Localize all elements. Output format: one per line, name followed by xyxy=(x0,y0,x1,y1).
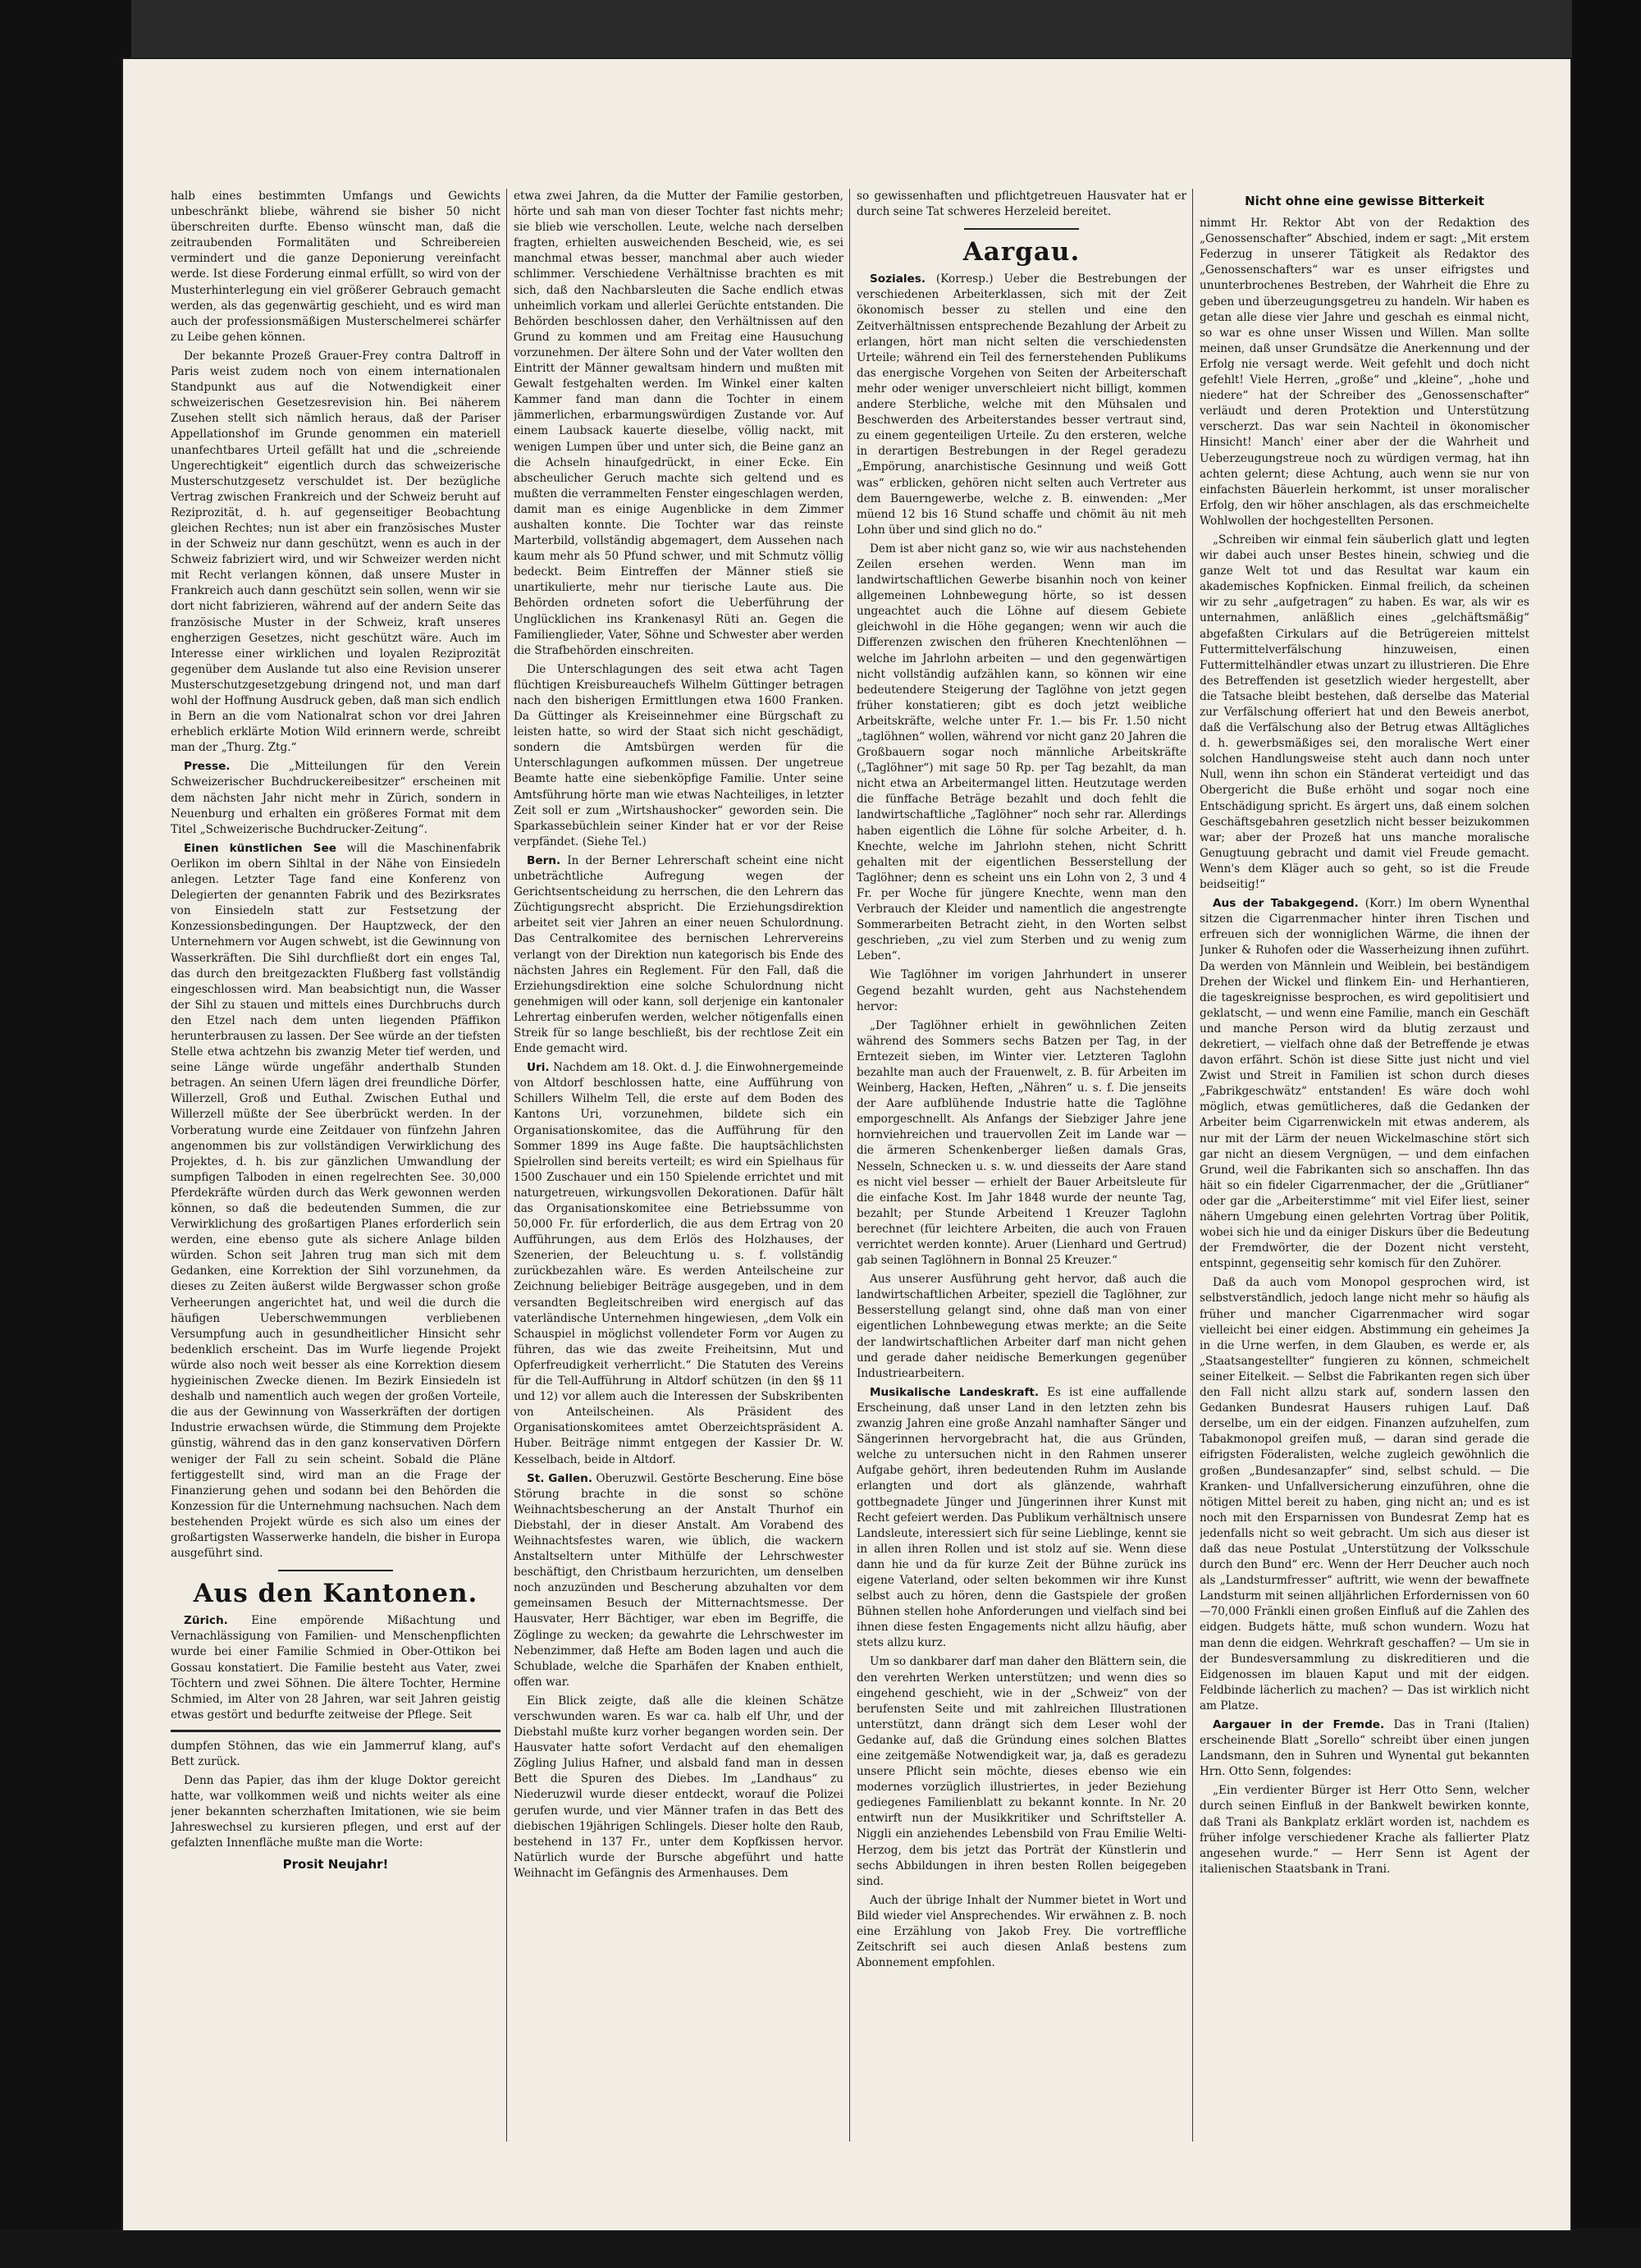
newspaper-page xyxy=(121,57,1572,2232)
paragraph: Die Unterschlagungen des seit etwa acht Tagen flüchtigen Kreisbureauchefs Wilhelm Güttinger betragen nach den bisherigen Ermittlungen etwa 1600 Franken. Da Güttinger als Kreiseinnehmer eine Bürgschaft zu leisten hatte, so wird der Staat sich nicht geschädigt, sondern die Amtsbürgen werden für die Unterschlagungen aufkommen müssen. Der ungetreue Beamte hatte eine siebenköpfige Familie. Unter seine Amtsführung hörte man wie etwas Nachteiliges, in letzter Zeit soll er zum „Wirtshaushocker“ geworden sein. Die Sparkassebüchlein seiner Kinder hat er vor der Reise verpfändet. (Siehe Tel.) xyxy=(514,662,843,848)
paragraph xyxy=(171,841,501,1562)
paragraph: „Schreiben wir einmal fein säuberlich glatt und legten wir dabei auch unser Bestes hinein, schwieg und die ganze Welt tot und das Resultat war kaum ein akademisches Kopfnicken. Einmal freilich, da scheinen wir zu sehr „aufgetragen“ zu haben. Es war, als wir es unternahmen, anläßlich eines „gelchäftsmäßig“ abgefaßten Cirkulars auf die Betrügereien mittelst Futtermittelverfälschung hinzuweisen, einen Futtermittelhändler etwas unzart zu illustrieren. Die Ehre des Betreffenden ist gesetzlich wieder hergestellt, aber die Tatsache bleibt bestehen, daß derselbe das Material zur Verfälschung offeriert hat und den Beweis anerbot, daß die Verfälschung also der Betrug etwas Alltägliches d. h. gewerbsmäßiges sei, den moralische Wert einer solchen Handlungsweise steht auch dann noch unter Null, wenn ihn schon ein Ständerat verteidigt und das Obergericht die Buße erhöht und sogar noch eine Entschädigung spricht. Es ärgert uns, daß einem solchen Geschäftsgebahren gesetzlich nicht besser beizukommen war; aber der Prozeß hat uns manche moralische Genugtuung gebracht und damit viel Freude gemacht. Wenn's dem Kläger auch so geht, so ist die Freude beidseitig!“ xyxy=(1200,533,1529,892)
scan-border-right xyxy=(1572,0,1641,2268)
paragraph xyxy=(1200,1717,1529,1780)
column-2 xyxy=(514,189,843,2158)
paragraph: Auch der übrige Inhalt der Nummer bietet in Wort und Bild wieder viel Ansprechendes. Wir erwähnen z. B. noch eine Erzählung von Jakob Frey. Die vortreffliche Zeitschrift sei auch diesen Anlaß bestens zum Abonnement empfohlen. xyxy=(857,1893,1186,1970)
quote-paragraph: „Ein verdienter Bürger ist Herr Otto Senn, welcher durch seinen Einfluß in der Bankwelt bewirken konnte, daß Trani als Bankplatz erklärt worden ist, nachdem es früher infolge verschiedener Krache als fallierter Platz angesehen wurde.“ — Herr Senn ist Agent der italienischen Staatsbank in Trani. xyxy=(1200,1784,1529,1876)
article-text: will die Maschinenfabrik Oerlikon im obern Sihltal in der Nähe von Einsiedeln anlegen. Letzter Tage fand eine Konferenz von Delegierten der genannten Fabrik und des Bezirksrates von Einsiedeln statt zur Festsetzung der Konzessionsbedingungen. Der Hauptzweck, der den Unternehmern vor Augen schwebt, ist die Gewinnung von Wasserkräften. Die Sihl durchfließt dort ein enges Tal, das durch den breitgezackten Flußberg fast vollständig eingeschlossen wird. Man beabsichtigt nun, die Wasser der Sihl zu stauen und mittels eines Durchbruchs durch den Etzel nach dem unten liegenden Pfäffikon herunterbrausen zu lassen. Der See würde an der tiefsten Stelle etwa achtzehn bis zwanzig Meter tief werden, und seine Länge würde ungefähr anderthalb Stunden betragen. An seinen Ufern lägen drei freundliche Dörfer, Willerzell, Groß und Euthal. Zwischen Euthal und Willerzell müßte der See überbrückt werden. In der Vorberatung wurde eine Zeitdauer von fünfzehn Jahren angenommen bis zur vollständigen Verwirklichung des Projektes, d. h. bis zur gänzlichen Umwandlung der sumpfigen Talboden in einen regelrechten See. 30,000 Pferdekräfte würden durch das Werk gewonnen werden können, so daß die bedeutenden Summen, die zur Verwirklichung des großartigen Planes erforderlich sein werden, eine ebenso gute als sichere Anlage bilden würden. Schon seit Jahren trug man sich mit dem Gedanken, eine Korrektion der Sihl vorzunehmen, da dieses zu Zeiten äußerst wilde Bergwasser schon große Verheerungen angerichtet hat, und weil die durch die häufigen Ueberschwemmungen verbliebenen Versumpfung auch in gesundheitlicher Hinsicht sehr bedenklich erscheint. Das im Wurfe liegende Projekt würde also noch weit besser als eine Korrektion diesem hygieinischen Zwecke dienen. Im Bezirk Einsiedeln ist deshalb und namentlich auch wegen der großen Vorteile, die aus der Gewinnung von Wasserkräften der dortigen Industrie erwachsen würde, die Stimmung dem Projekte günstig, während das in den ganz konservativen Dörfern weniger der Fall zu sein scheint. Sobald die Pläne fertiggestellt sind, wird man an die Frage der Finanzierung gehen und sodann bei den Behörden die Konzession für die Unternehmung nachsuchen. Nach dem bestehenden Projekt würde es sich also um eines der großartigsten Wasserwerke handeln, die bisher in Europa ausgeführt sind. xyxy=(171,841,501,1561)
section-title: Aus den Kantonen. xyxy=(193,1579,478,1609)
feuilleton-closing: Prosit Neujahr! xyxy=(282,1856,389,1872)
scan-border-top xyxy=(0,0,1641,57)
article-lead: Aus der Tabakgegend. xyxy=(1213,897,1359,911)
article-text: Oberuzwil. Gestörte Bescherung. Eine böse Störung brachte in die sonst so schöne Weihnachtsbescherung an der Anstalt Thurhof ein Diebstahl, der in dieser Anstalt. Am Vorabend des Weihnachtsfestes waren, wie üblich, die wackern Anstaltseltern unter Mithülfe der Lehrschwester beschäftigt, den Christbaum herzurichten, um denselben noch anzuzünden und Bescherung abzuhalten vor dem gemeinsamen Besuch der Mitternachtsmesse. Der Hausvater, Herr Bächtiger, war eben im Begriffe, die Zöglinge zu wecken; da gewahrte die Lehrschwester im Nebenzimmer, daß Hefte am Boden lagen und auch die Schublade, welche die Sparhäfen der Knaben enthielt, offen war. xyxy=(514,1471,843,1689)
article-lead: Uri. xyxy=(527,1061,550,1075)
article-lead: Aargauer in der Fremde. xyxy=(1213,1718,1385,1731)
article-lead: Musikalische Landeskraft. xyxy=(870,1385,1040,1399)
paragraph: nimmt Hr. Rektor Abt von der Redaktion des „Genossenschafter“ Abschied, indem er sagt: „Mit erstem Federzug in unserer Tätigkeit als Redaktor des „Genossenschafters“ war es unser eifrigstes und ununterbrochenes Bestreben, der Wahrheit die Ehre zu geben und überzeugungsgetreu zu handeln. Wir haben es getan alle diese vier Jahre und geschah es einmal nicht, so war es ohne unser Wissen und Willen. Man sollte meinen, daß unser Grundsätze die Anerkennung und der Erfolg nie versagt werde. Weit gefehlt und doch nicht gefehlt! Viele Herren, „große“ und „kleine“, „hohe und niedere“ hat der Schreiber des „Genossenschafter“ verläudt und deren Protektion und Unterstützung verscherzt. Das war sein Nachteil in ökonomischer Hinsicht! Manch' einer aber der die Wahrheit und Ueberzeugungstreue noch zu würdigen vermag, hat ihn achten gelernt; diese Achtung, auch wenn sie nur von einfachsten Bäuerlein herkommt, ist unser moralischer Erfolg, den wir höher anschlagen, als das erschmeichelte Wohlwollen der hochgestellten Personen. xyxy=(1200,217,1529,528)
article-lead: Presse. xyxy=(184,760,231,774)
paragraph xyxy=(857,272,1186,538)
article-lead: Einen künstlichen See xyxy=(184,841,336,855)
article-text: Eine empörende Mißachtung und Vernachlässigung von Familien- und Menschenpflichten wurde bei einer Familie Schmied in Ober-Ottikon bei Gossau konstatiert. Die Familie besteht aus Vater, zwei Töchtern und zwei Söhnen. Die ältere Tochter, Hermine Schmied, im Alter von 28 Jahren, war seit Jahren geistig etwas gestört und bedurfte zeitweise der Pflege. Seit xyxy=(171,1614,501,1722)
article-text: Es ist eine auffallende Erscheinung, daß unser Land in den letzten zehn bis zwanzig Jahren eine große Anzahl namhafter Sänger und Sängerinnen hervorgebracht hat, die aus Gründen, welche zu untersuchen nicht in den Rahmen unserer Aufgabe gehört, ihren bedeutenden Ruhm im Auslande erlangten und dort als glänzende, wahrhaft gottbegnadete Jünger und Jüngerinnen ihrer Kunst mit Recht gefeiert werden. Das Publikum verhältnisch unsere Landsleute, interessiert sich für seine Lieblinge, kennt sie in allen ihren Rollen und ist stolz auf sie. Wenn diese dann hie und da für kurze Zeit der Bühne zurück ins eigene Vaterland, oder selten bekommen wir ihre Kunst selbst auch zu hören, denn die Gastspiele der großen Bühnen stellen hohe Anforderungen und vielfach sind bei ihnen diese festen Engagements nicht allzu häufig, aber stets allzu kurz. xyxy=(857,1385,1186,1650)
paragraph: Dem ist aber nicht ganz so, wie wir aus nachstehenden Zeilen ersehen werden. Wenn man im landwirtschaftlichen Gewerbe bisanhin noch von keiner allgemeinen Lohnbewegung hörte, so ist dessen ungeachtet auch die Löhne auf diesem Gebiete gleichwohl in die Höhe gegangen; wenn wir auch die Differenzen zwischen den früheren Knechtenlöhnen — welche im Jahrlohn arbeiten — und den gegenwärtigen nicht vollständig aufzählen kann, so können wir eine bedeutendere Steigerung der Taglöhne von jetzt gegen früher konstatieren; gibt es doch jetzt weibliche Arbeitskräfte, welche unter Fr. 1.— bis Fr. 1.50 nicht „taglöhnen“ wollen, während vor nicht ganz 20 Jahren die Großbauern sogar noch männliche Arbeitskräfte („Taglöhner“) mit sage 50 Rp. per Tag bezahlt, da man nicht etwa an Arbeitermangel litten. Heutzutage werden die fünffache Beträge bezahlt und doch fehlt die landwirtschaftliche „Taglöhner“ noch sehr rar. Allerdings haben eigentlich die Löhne für solche Arbeiter, d. h. Knechte, welche im Jahrlohn stehen, nicht Schritt gehalten mit der eigentlichen Besserstellung der Taglöhner; denn es scheint uns ein Lohn von 2, 3 und 4 Fr. per Woche für jüngere Knechte, wenn man den Verbrauch der Kleider und namentlich die angestrengte Sommerarbeiten Betracht zieht, in den Worten selbst geschrieben, „zu viel zum Sterben und zu wenig zum Leben“. xyxy=(857,542,1186,963)
section-rule xyxy=(964,228,1079,230)
scan-border-bottom xyxy=(0,2229,1641,2268)
article-text: (Korr.) Im obern Wynenthal sitzen die Cigarrenmacher hinter ihren Tischen und erfreuen sich der wonniglichen Wärme, die ihnen der Junker & Ruhofen oder die Wasserheizung ihnen zuführt. Da werden von Männlein und Weiblein, bei beständigem Drehen der Wickel und flinkem Ein- und Herhantieren, die tageskreignisse besprochen, es wird gepolitisiert und geklatscht, — und wenn eine Familie, manch ein Geschäft und manche Person wird da blutig zerzaust und dekretiert, — vielfach ohne daß der Betreffende je etwas davon erfährt. Schön ist diese Sitte just nicht und viel Zwist und Streit in Familien ist schon durch dieses „Fabrikgeschwätz“ entstanden! Es wäre doch wohl möglich, etwas gemütlicheres, daß die Gedanken der Arbeiter beim Cigarrenwickeln mit etwas anderem, als nur mit der Lärm der neuen Wickelmaschine stört sich gar nicht an diesem Vergnügen, — und dem einfachen Grund, weil die Fabrikanten sich so anschaffen. Ihn das häit so ein fideler Cigarrenmacher, der die „Grütlianer“ oder gar die „Arbeiterstimme“ mit viel Eifer liest, seiner nähern Umgebung einen gelehrten Vortrag über Politik, wobei sich hie und da einiger Diskurs über die Bedeutung der Fremdwörter, die der Dozent nicht versteht, entspinnt, gegenseitig sehr komisch für den Zuhörer. xyxy=(1200,897,1529,1271)
paragraph xyxy=(1200,896,1529,1272)
column-3 xyxy=(857,189,1186,2158)
paragraph xyxy=(514,1471,843,1690)
column-4 xyxy=(1200,189,1529,2158)
paragraph: Ein Blick zeigte, daß alle die kleinen Schätze verschwunden waren. Es war ca. halb elf Uhr, und der Diebstahl mußte kurz vorher begangen worden sein. Der Hausvater hatte sofort Verdacht auf den ehemaligen Zögling Julius Hafner, und alsbald fand man in dessen Bett die Spuren des Diebes. Im „Landhaus“ zu Niederuzwil wurde dieser entdeckt, worauf die Polizei gerufen wurde, und vier Männer trafen in das Bett des diebischen 19jährigen Schlingels. Dieser holte den Raub, bestehend in 137 Fr., unter dem Kopfkissen hervor. Natürlich wurde der Bursche abgeführt und hatte Weihnacht im Gefängnis des Armenhauses. Dem xyxy=(514,1694,843,1880)
section-rule xyxy=(278,1570,393,1571)
paragraph: halb eines bestimmten Umfangs und Gewichts unbeschränkt bliebe, während sie bisher 50 nicht überschreiten durfte. Ebenso wünscht man, daß die zeitraubenden Formalitäten und Schreibereien vermindert und die ganze Deponierung vereinfacht werde. Ist diese Forderung einmal erfüllt, so wird von der Musterhinterlegung ein viel größerer Gebrauch gemacht werden, als das gegenwärtig geschieht, und es wird man auch der professionsmäßigen Musterschelmerei schärfer zu Leibe gehen können. xyxy=(171,190,501,344)
paragraph: Daß da auch vom Monopol gesprochen wird, ist selbstverständlich, jedoch lange nicht mehr so häufig als früher und mancher Cigarrenmacher wird sogar vielleicht bei einer eidgen. Abstimmung ein geheimes Ja in die Urne werfen, in dem Glauben, es werde er, als „Staatsangestellter“ fungieren zu können, schmeichelt seiner Eitelkeit. — Selbst die Fabrikanten regen sich über den Fall nicht allzu stark auf, sondern lassen den Gedanken Bundesrat Hausers ruhigen Lauf. Daß derselbe, um ein der eidgen. Finanzen aufzuhelfen, zum Tabakmonopol greifen muß, — daran sind gerade die eifrigsten Föderalisten, welche zugleich gewöhnlich die großen „Bundesanzapfer“ sind, selbst schuld. — Die Kranken- und Unfallversicherung einzuführen, ohne die nötigen Mittel bereit zu haben, ging nicht an; und es ist noch mit den Ersparnissen von Bundesrat Zemp hat es jedenfalls nicht so weit gebracht. Um sich aus dieser ist daß das neue Postulat „Unterstützung der Volksschule durch den Bund“ erc. Wenn der Herr Deucher auch noch als „Landsturmfresser“ auftritt, wie wenn der bewaffnete Landsturm mit seinen alljährlichen Erfordernissen von 60—70,000 Fränkli einen großen Einfluß auf die Zahlen des eidgen. Budgets hätte, muß schon wundern. Wozu hat man denn die eidgen. Wehrkraft geschaffen? — Um sie in der Bundesversammlung zu diskreditieren und die Eidgenossen im blauen Kaput und mit der eidgen. Feldbinde lächerlich zu machen? — Das ist wirklich nicht am Platze. xyxy=(1200,1276,1529,1712)
column-1 xyxy=(171,189,501,2158)
quote-paragraph: „Der Taglöhner erhielt in gewöhnlichen Zeiten während des Sommers sechs Batzen per Tag, in der Erntezeit sieben, im Winter vier. Letzteren Taglohn bezahlte man auch der Frauenwelt, z. B. für Arbeiten im Weinberg, Hacken, Heften, „Nähren“ u. s. f. Die jenseits der Aare aufblühende Industrie hatte die Taglöhne emporgeschnellt. Als Anfangs der Siebziger Jahre jene hornviehreichen und trauervollen Zeit im Lande war — die ärmeren Schenkenberger ließen damals Gras, Nesseln, Schnecken u. s. w. und diesseits der Aare stand es nicht viel besser — erhielt der Bauer Arbeitsleute für die einfache Kost. Im Jahr 1848 wurde der neunte Tag, bezahlt; per Stunde Arbeitend 1 Kreuzer Taglohn berechnet (für leichtere Arbeiten, die auch von Frauen verrichtet werden konnte). Aruer (Lienhard und Gertrud) gab seinen Taglöhnern in Bonnal 25 Kreuzer.“ xyxy=(857,1018,1186,1268)
paragraph xyxy=(171,1613,501,1723)
article-lead: Bern. xyxy=(527,853,561,867)
article-headline: Nicht ohne eine gewisse Bitterkeit xyxy=(1245,194,1484,208)
scan-border-left xyxy=(0,0,131,2268)
article-text: Das in Trani (Italien) erscheinende Blatt „Sorello“ schreibt über einen jungen Landsmann, den in Suhren und Wynental gut bekannten Hrn. Otto Senn, folgendes: xyxy=(1200,1718,1529,1779)
column-area xyxy=(171,189,1533,2158)
article-text: Die „Mitteilungen für den Verein Schweizerischer Buchdruckereibesitzer“ erscheinen mit dem nächsten Jahr nicht mehr in Zürich, sondern in Neuenburg und erhalten ein größeres Format mit dem Titel „Schweizerische Buchdrucker-Zeitung“. xyxy=(171,760,501,836)
article-text: In der Berner Lehrerschaft scheint eine nicht unbeträchtliche Aufregung wegen der Gerichtsentscheidung zu herrschen, die den Lehrern das Züchtigungsrecht abspricht. Die Erziehungsdirektion arbeitet seit vier Jahren an einer neuen Schulordnung. Das Centralkomitee des bernischen Lehrervereins verlangt von der Direktion nun kategorisch bis Ende des nächsten Jahres ein Reglement. Für den Fall, daß die Erziehungsdirektion eine solche Schulordnung nicht genehmigen will oder kann, soll derjenige ein kantonaler Lehrertag einberufen werden, welcher nötigenfalls einen Streik für so lange beschließt, bis der rechtlose Zeit ein Ende gemacht wird. xyxy=(514,853,843,1056)
paragraph: etwa zwei Jahren, da die Mutter der Familie gestorben, hörte und sah man von dieser Tochter fast nichts mehr; sie blieb wie verschollen. Leute, welche nach derselben fragten, erhielten ausweichenden Bescheid, wie, es sei manchmal etwas besser, manchmal aber auch wieder schlimmer. Verschiedene Verhältnisse brachten es mit sich, daß den Nachbarsleuten die Sache endlich etwas unheimlich vorkam und allerlei Gerüchte entstanden. Die Behörden beschlossen daher, den Verhältnissen auf den Grund zu kommen und am Freitag eine Hausuchung vorzunehmen. Der ältere Sohn und der Vater wollten den Eintritt der Männer gewaltsam hindern und mußten mit Gewalt festgehalten werden. Im Winkel einer kalten Kammer fand man dann die Tochter in einem jämmerlichen, erbarmungswürdigen Zustande vor. Auf einem Laubsack kauerte dieselbe, völlig nackt, mit wenigen Lumpen über und unter sich, die Beine ganz an die Achseln hinaufgedrückt, in einer Ecke. Ein abscheulicher Geruch machte sich geltend und es mußten die verrammelten Fenster eingeschlagen werden, damit man es einige Augenblicke in dem Zimmer aushalten konnte. Die Tochter war das reinste Marterbild, vollständig abgemagert, dem Aussehen nach kaum mehr als 50 Pfund schwer, und mit Schmutz völlig bedeckt. Beim Eintreffen der Männer stieß sie unartikulierte, mehr nur tierische Laute aus. Die Behörden ordneten sofort die Ueberführung der Unglücklichen ins Krankenasyl Rüti an. Gegen die Familienglieder, Vater, Söhne und Schwester aber werden die Strafbehörden einschreiten. xyxy=(514,190,843,657)
article-lead: St. Gallen. xyxy=(527,1471,592,1485)
paragraph: Der bekannte Prozeß Grauer-Frey contra Daltroff in Paris weist zudem noch von einem internationalen Standpunkt aus auf die Notwendigkeit einer schweizerischen Gesetzesrevision hin. Bei näherem Zusehen stellt sich nämlich heraus, daß der Pariser Appellationshof im Grunde genommen ein materiell unanfechtbares Urteil gefällt hat und die „schreiende Ungerechtigkeit“ eigentlich durch das schweizerische Musterschutzgesetz verschuldet ist. Der bezügliche Vertrag zwischen Frankreich und der Schweiz beruht auf Reziprozität, d. h. auf gegenseitiger Beobachtung gleichen Rechtes; nun ist aber ein französisches Muster in der Schweiz nur dann geschützt, wenn es auch in der Schweiz fabriziert wird, und wir Schweizer werden nicht mit Recht verlangen können, daß unsere Muster in Frankreich auch dann geschützt sein sollen, wenn wir sie dort nicht fabrizieren, während auf der andern Seite das französische Muster in der Schweiz, kraft unseres engherzigen Gesetzes, nicht geschützt wäre. Auch im Interesse einer wirklichen und loyalen Reziprozität gegenüber dem Auslande tut also eine Revision unserer Musterschutzgesetzgebung dringend not, und man darf wohl der Hoffnung Ausdruck geben, daß man sich endlich in Bern an die vom Nationalrat schon vor drei Jahren erheblich erklärte Motion Wild erinnern werde, schreibt man der „Thurg. Ztg.“ xyxy=(171,349,501,755)
section-title: Aargau. xyxy=(962,237,1081,267)
column-rule xyxy=(506,189,507,2142)
article-text: (Korresp.) Ueber die Bestrebungen der verschiedenen Arbeiterklassen, sich mit der Zeit ökonomisch besser zu stellen und eine den Zeitverhältnissen entsprechende Bezahlung der Arbeit zu erlangen, hört man nicht selten die verschiedensten Urteile; während ein Teil des fernerstehenden Publikums das energische Vorgehen von Seiten der Arbeiterschaft mehr oder weniger unverschleiert nicht billigt, kommen andere Sterbliche, welche mit den Mühsalen und Beschwerden des Arbeiterstandes besser vertraut sind, zu einem gegenteiligen Urteile. Zu den ersteren, welche in derartigen Bestrebungen in der Regel geradezu „Empörung, anarchistische Gesinnung und weiß Gott was“ erblicken, gehören nicht selten auch Vertreter aus dem Bauerngewerbe, welche z. B. einwenden: „Mer müend 12 bis 16 Stund schaffe und chömit äu nit meh Lohn über und sind glich no do.“ xyxy=(857,272,1186,537)
column-rule xyxy=(849,189,850,2142)
paragraph xyxy=(857,1385,1186,1652)
paragraph xyxy=(514,853,843,1057)
article-lead: Zürich. xyxy=(184,1614,228,1628)
paragraph xyxy=(514,1060,843,1467)
feuilleton-paragraph: dumpfen Stöhnen, das wie ein Jammerruf klang, auf's Bett zurück. xyxy=(171,1739,501,1768)
paragraph: Aus unserer Ausführung geht hervor, daß auch die landwirtschaftlichen Arbeiter, speziell die Taglöhner, zur Besserstellung gelangt sind, ohne daß man von einer eigentlichen Lohnbewegung etwas merkte; an die Seite der landwirtschaftlichen Arbeiter darf man nicht gehen und gerade daher neidische Bemerkungen gegenüber Industriearbeitern. xyxy=(857,1273,1186,1380)
paragraph: Wie Taglöhner im vorigen Jahrhundert in unserer Gegend bezahlt wurden, geht aus Nachstehendem hervor: xyxy=(857,968,1186,1013)
article-lead: Soziales. xyxy=(870,272,926,286)
feuilleton-paragraph: Denn das Papier, das ihm der kluge Doktor gereicht hatte, war vollkommen weiß und nichts weiter als eine jener bekannten scherzhaften Imitationen, wie sie beim Jahreswechsel zu kursieren pflegen, und erst auf der gefalzten Innenfläche mußte man die Worte: xyxy=(171,1774,501,1850)
paragraph: so gewissenhaften und pflichtgetreuen Hausvater hat er durch seine Tat schweres Herzeleid bereitet. xyxy=(857,190,1186,219)
paragraph xyxy=(171,759,501,837)
column-rule xyxy=(1192,189,1193,2142)
feuilleton-divider xyxy=(171,1730,501,1732)
paragraph: Um so dankbarer darf man daher den Blättern sein, die den verehrten Werken unterstützen; und wenn dies so eingehend geschieht, wie in der „Schweiz“ von der berufensten Seite und mit zahlreichen Illustrationen unterstützt, dann drängt sich dem Leser wohl der Gedanke auf, daß die Gründung eines solchen Blattes eine zeitgemäße Notwendigkeit war, ja, daß es geradezu unsere Pflicht sein möchte, dieses ebenso wie ein modernes vorzüglich illustriertes, in jeder Beziehung gediegenes Familienblatt zu bekannt konnte. In Nr. 20 entwirft nun der Musikkritiker und Schriftsteller A. Niggli ein anziehendes Lebensbild von Frau Emilie Welti-Herzog, dem bis jetzt das Porträt der Künstlerin und sechs Abbildungen in ihren besten Rollen beigegeben sind. xyxy=(857,1655,1186,1888)
article-text: Nachdem am 18. Okt. d. J. die Einwohnergemeinde von Altdorf beschlossen hatte, eine Aufführung von Schillers Wilhelm Tell, die erste auf dem Boden des Kantons Uri, vorzunehmen, bildete sich ein Organisationskomitee, das die Aufführung für den Sommer 1899 ins Auge faßte. Die hauptsächlichsten Spielrollen sind bereits verteilt; es wird ein Spielhaus für 1500 Zuschauer und ein 150 Spielende errichtet und mit naturgetreuen, wirkungsvollen Dekorationen. Dafür hält das Organisationskomitee eine Betriebssumme von 50,000 Fr. für erforderlich, die aus dem Ertrag von 20 Aufführungen, aus dem Erlös des Holzhauses, der Szenerien, der Beleuchtung u. s. f. vollständig zurückbezahlen wäre. Es werden Anteilscheine zur Zeichnung beliebiger Beiträge ausgegeben, und in dem versandten Begleitschreiben wird energisch auf das vaterländische Unternehmen hingewiesen, „dem Volk ein Schauspiel in möglichst vollendeter Form vor Augen zu führen, das wie das zweite Freiheitsinn, Mut und Opferfreudigkeit verherrlicht.“ Die Statuten des Vereins für die Tell-Aufführung in Altdorf schützen (in den §§ 11 und 12) vor allem auch die Interessen der Subskribenten von Anteilscheinen. Als Präsident des Organisationskomitees amtet Oberzeichtspräsident A. Huber. Beiträge nimmt entgegen der Kassier Dr. W. Kesselbach, beide in Altdorf. xyxy=(514,1061,843,1466)
